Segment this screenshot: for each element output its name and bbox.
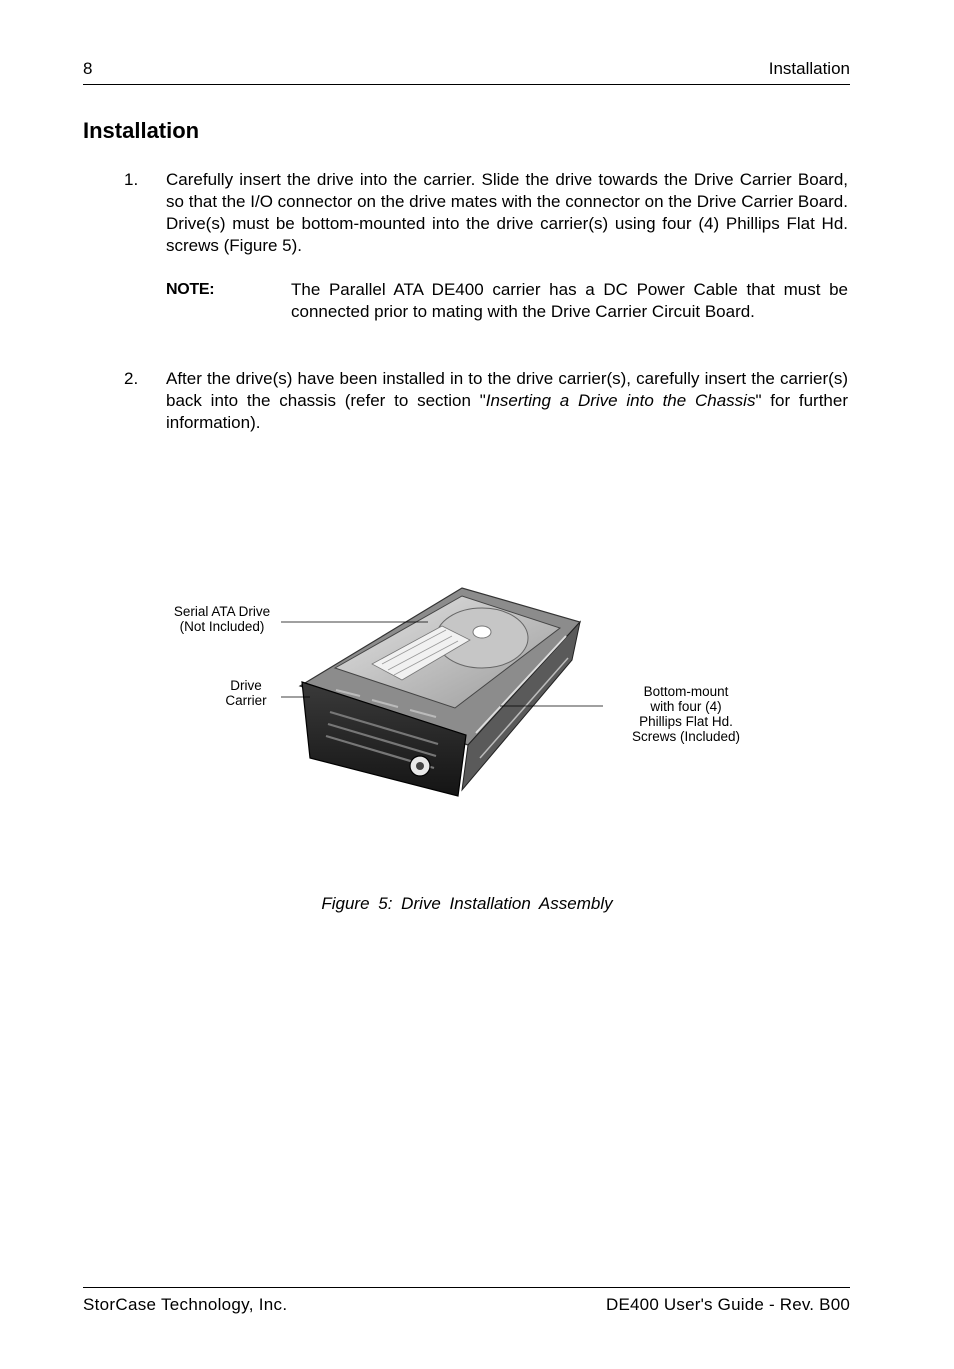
footer-rule — [83, 1287, 850, 1288]
page-number: 8 — [83, 59, 93, 78]
step-2-number: 2. — [124, 369, 139, 388]
step-1-text: Carefully insert the drive into the carrier. Slide the drive towards the Drive Carrier Board, so that the I/O connector on the drive mates with the connector on the Drive Carrier Board. Drive(s) must be bottom-mounted into the drive carrier(s) using four (4) Phillips Flat Hd. screws (Figure 5). — [166, 170, 848, 255]
callout-serial-ata-drive: Serial ATA Drive (Not Included) — [173, 604, 271, 634]
callout-drive-carrier: Drive Carrier — [225, 678, 267, 708]
callout-mount-screws: Bottom-mount with four (4) Phillips Flat Hd. Screws (Included) — [631, 684, 741, 744]
figure-caption: Figure 5: Drive Installation Assembly — [321, 894, 613, 913]
step-1-number: 1. — [124, 170, 139, 189]
note-label: NOTE: — [166, 281, 215, 298]
note-text: The Parallel ATA DE400 carrier has a DC Power Cable that must be connected prior to mating with the Drive Carrier Circuit Board. — [291, 280, 848, 321]
section-reference: Inserting a Drive into the Chassis — [485, 391, 756, 410]
footer-company: StorCase Technology, Inc. — [83, 1295, 288, 1314]
carrier-lock-icon — [410, 756, 430, 776]
step-2-text: After the drive(s) have been installed in to the drive carrier(s), carefully insert the carrier(s) back into the chassis (refer to section "Inserting a Drive into the Chassis" for further information). — [166, 369, 849, 432]
footer-guide-revision: DE400 User's Guide - Rev. B00 — [606, 1295, 850, 1314]
section-heading: Installation — [83, 118, 200, 143]
running-header: Installation — [768, 59, 850, 78]
